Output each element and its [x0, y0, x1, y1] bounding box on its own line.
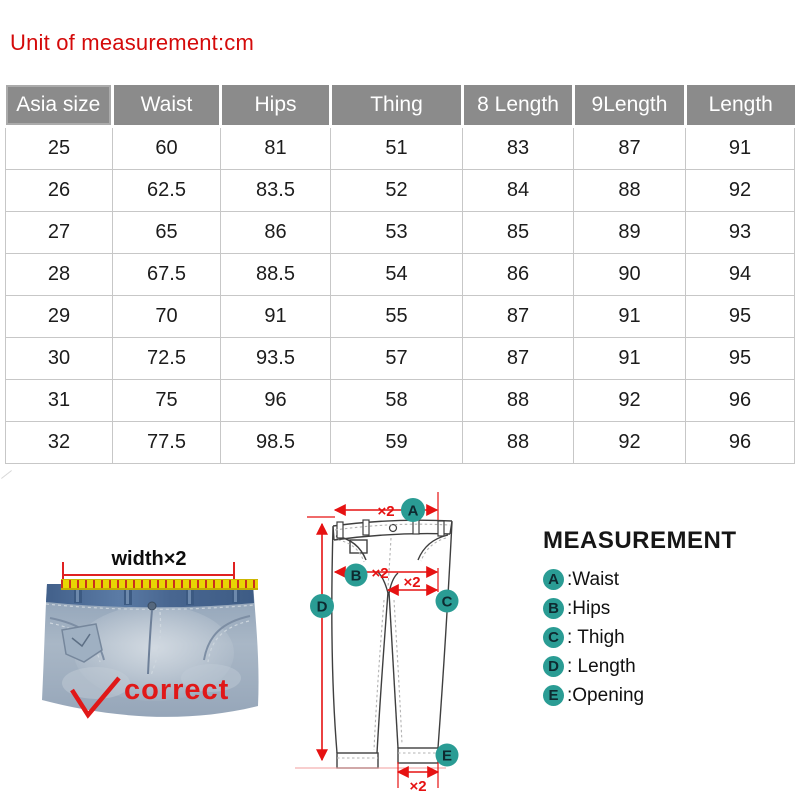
table-row [6, 422, 795, 464]
table-cell: 62.5 [113, 170, 221, 212]
legend-item-thigh [543, 627, 773, 648]
table-cell: 83 [463, 127, 574, 170]
table-cell: 95 [686, 296, 795, 338]
width-dimension-line [63, 574, 234, 576]
table-cell: 93.5 [221, 338, 331, 380]
table-cell: 32 [6, 422, 113, 464]
checkmark-icon [64, 672, 126, 722]
legend-badge-b: B [543, 598, 564, 619]
table-cell: 87 [574, 127, 686, 170]
table-cell: 88 [463, 380, 574, 422]
table-row [6, 254, 795, 296]
legend-label: : Length [567, 655, 636, 677]
table-cell: 28 [6, 254, 113, 296]
table-cell: 94 [686, 254, 795, 296]
column-header: Waist [113, 85, 221, 127]
column-header: Asia size [6, 85, 113, 127]
column-header: Hips [221, 85, 331, 127]
legend-badge-d: D [543, 656, 564, 677]
legend-label: :Opening [567, 684, 645, 706]
table-row [6, 170, 795, 212]
table-cell: 88 [574, 170, 686, 212]
table-cell: 59 [331, 422, 463, 464]
column-header: Length [686, 85, 795, 127]
table-cell: 98.5 [221, 422, 331, 464]
table-cell: 88 [463, 422, 574, 464]
table-cell: 72.5 [113, 338, 221, 380]
hips-x2-label: ×2 [371, 565, 389, 582]
legend-badge-a: A [543, 569, 564, 590]
table-cell: 92 [686, 170, 795, 212]
legend-title: MEASUREMENT [543, 527, 737, 554]
table-cell: 91 [574, 296, 686, 338]
table-cell: 90 [574, 254, 686, 296]
pants-outline [332, 520, 452, 768]
table-cell: 25 [6, 127, 113, 170]
table-cell: 30 [6, 338, 113, 380]
table-cell: 65 [113, 212, 221, 254]
table-cell: 96 [686, 380, 795, 422]
table-cell: 93 [686, 212, 795, 254]
thigh-x2-label: ×2 [403, 574, 421, 591]
table-cell: 92 [574, 422, 686, 464]
artifact-mark [1, 470, 12, 479]
size-table [5, 85, 795, 464]
table-cell: 75 [113, 380, 221, 422]
table-cell: 84 [463, 170, 574, 212]
table-cell: 77.5 [113, 422, 221, 464]
pants-diagram [288, 480, 478, 799]
legend-item-waist [543, 569, 773, 590]
table-row [6, 296, 795, 338]
table-row [6, 380, 795, 422]
measurement-legend [543, 527, 773, 714]
table-cell: 89 [574, 212, 686, 254]
badge-c: C [441, 593, 453, 611]
table-cell: 29 [6, 296, 113, 338]
table-cell: 86 [221, 212, 331, 254]
tape-measure [61, 579, 258, 590]
unit-note: Unit of measurement:cm [10, 30, 255, 55]
badge-e: E [441, 747, 453, 765]
table-cell: 96 [221, 380, 331, 422]
column-header: 8 Length [463, 85, 574, 127]
table-cell: 91 [686, 127, 795, 170]
legend-item-hips [543, 598, 773, 619]
table-cell: 58 [331, 380, 463, 422]
table-row [6, 212, 795, 254]
jeans-button [148, 602, 156, 610]
table-cell: 91 [574, 338, 686, 380]
badge-a: A [407, 502, 419, 520]
badge-d: D [316, 598, 328, 616]
size-table-body [6, 127, 795, 464]
table-cell: 67.5 [113, 254, 221, 296]
table-cell: 85 [463, 212, 574, 254]
column-header: Thing [331, 85, 463, 127]
table-cell: 88.5 [221, 254, 331, 296]
table-cell: 95 [686, 338, 795, 380]
legend-label: :Hips [567, 597, 611, 619]
table-cell: 55 [331, 296, 463, 338]
size-table-header-row [6, 85, 795, 127]
width-label: width×2 [111, 548, 187, 570]
table-cell: 31 [6, 380, 113, 422]
table-cell: 26 [6, 170, 113, 212]
legend-badge-e: E [543, 685, 564, 706]
legend-item-length [543, 656, 773, 677]
waist-x2-label: ×2 [377, 503, 395, 520]
badge-b: B [350, 567, 362, 585]
table-cell: 92 [574, 380, 686, 422]
legend-label: :Waist [567, 568, 620, 590]
table-cell: 70 [113, 296, 221, 338]
table-cell: 96 [686, 422, 795, 464]
table-cell: 60 [113, 127, 221, 170]
table-cell: 81 [221, 127, 331, 170]
table-cell: 53 [331, 212, 463, 254]
table-cell: 54 [331, 254, 463, 296]
legend-badge-c: C [543, 627, 564, 648]
opening-x2-label: ×2 [409, 778, 427, 795]
table-cell: 83.5 [221, 170, 331, 212]
table-cell: 57 [331, 338, 463, 380]
fly-button [390, 525, 397, 532]
table-row [6, 338, 795, 380]
column-header: 9Length [574, 85, 686, 127]
table-cell: 87 [463, 296, 574, 338]
table-cell: 52 [331, 170, 463, 212]
table-cell: 27 [6, 212, 113, 254]
table-cell: 51 [331, 127, 463, 170]
legend-label: : Thigh [567, 626, 625, 648]
table-cell: 87 [463, 338, 574, 380]
table-row [6, 127, 795, 170]
legend-item-opening [543, 685, 773, 706]
correct-caption: correct [124, 674, 230, 706]
table-cell: 86 [463, 254, 574, 296]
table-cell: 91 [221, 296, 331, 338]
